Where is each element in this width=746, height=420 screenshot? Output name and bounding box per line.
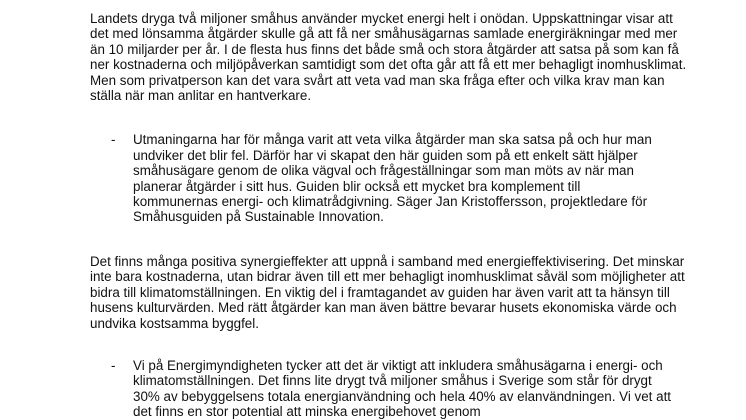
quote-text: Vi på Energimyndigheten tycker att det är viktigt att inkludera småhusägarna i energi- och klimatomställningen. Det finns lite drygt två miljoner småhus i Sverige som står för drygt 30% av bebyggelsens totala energianvändning och hela 40% av elanvändningen. Vi vet att det finns en stor potential att minska energibehovet genom [133, 357, 672, 420]
intro-paragraph: Landets dryga två miljoner småhus använder mycket energi helt i onödan. Uppskattningar visar att det med lönsamma åtgärder skulle gå att få ner småhusägarnas samlade energiräkningar med mer än 10 miljarder per år. I de flesta hus finns det både små och stora åtgärder att satsa på som kan få ner kostnaderna och miljöpåverkan samtidigt som det ofta går att få ett mer behagligt inomhusklimat. [90, 11, 687, 73]
spacer [90, 103, 690, 132]
spacer [90, 331, 690, 358]
quote-text: Utmaningarna har för många varit att veta vilka åtgärder man ska satsa på och hur man undviker det blir fel. Därför har vi skapat den här guiden som på ett enkelt sätt hjälper småhusägare genom de olika vägval och frågeställningar som man möts av när man planerar åtgärder i sitt hus. Guiden blir också ett mycket bra komplement till kommunernas energi- och klimatrådgivning. Säger Jan Kristoffersson, projektledare för Småhusguiden på Sustainable Innovation. [133, 132, 652, 225]
quote-bullet-energimyndigheten [90, 358, 673, 420]
dash-bullet-icon: - [111, 132, 116, 148]
document-page [90, 11, 690, 420]
synergy-paragraph: Det finns många positiva synergieffekter att uppnå i samband med energieffektivisering. Det minskar inte bara kostnaderna, utan bidrar även till ett mer behagligt inomhusklimat såväl som möjligheter att bidra till klimatomställningen. En viktig del i framtagandet av guiden har även varit att ta hänsyn till husens kulturvärden. Med rätt åtgärder kan man även bättre bevarar husets ekonomiska värde och undvika kostsamma byggfel. [90, 253, 685, 331]
dash-bullet-icon: - [111, 357, 116, 373]
spacer [90, 225, 690, 254]
private-person-paragraph: Men som privatperson kan det vara svårt att veta vad man ska fråga efter och vilka krav man kan ställa när man anlitar en hantverkare. [90, 72, 665, 104]
quote-bullet-kristoffersson [90, 132, 659, 224]
